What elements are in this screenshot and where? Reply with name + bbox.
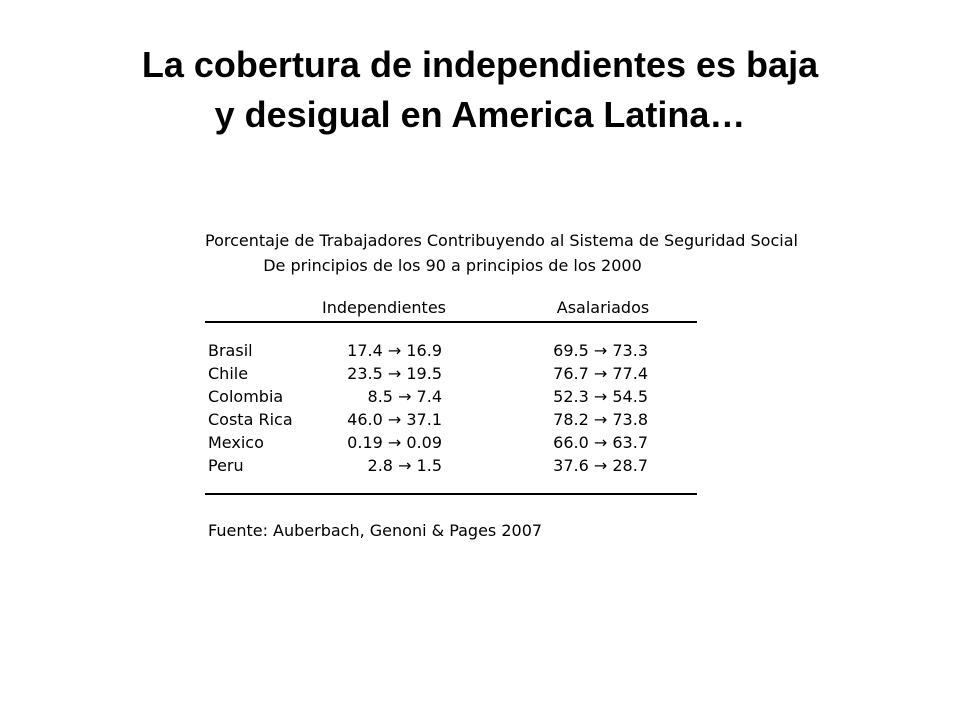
asalariados-cell: 69.5 → 73.3 (553, 341, 648, 360)
table-top-rule (205, 321, 697, 323)
independientes-cell: 2.8 → 1.5 (367, 456, 442, 475)
coverage-table (205, 228, 798, 540)
source-note: Fuente: Auberbach, Genoni & Pages 2007 (208, 521, 543, 540)
column-header-asalariados: Asalariados (556, 298, 650, 317)
asalariados-cell: 66.0 → 63.7 (553, 433, 648, 452)
independientes-cell: 8.5 → 7.4 (367, 387, 442, 406)
asalariados-cell: 52.3 → 54.5 (553, 387, 648, 406)
table-row (205, 364, 700, 387)
table-row (205, 341, 700, 364)
asalariados-cell: 76.7 → 77.4 (553, 364, 648, 383)
table-row (205, 456, 700, 479)
independientes-cell: 46.0 → 37.1 (347, 410, 442, 429)
independientes-cell: 0.19 → 0.09 (347, 433, 442, 452)
table-row (205, 387, 700, 410)
country-cell: Chile (208, 364, 249, 383)
slide-title (0, 40, 960, 140)
table-body (205, 341, 700, 479)
column-headers (205, 298, 700, 320)
slide-title-line-1: La cobertura de independientes es baja (141, 44, 819, 85)
independientes-cell: 17.4 → 16.9 (347, 341, 442, 360)
asalariados-cell: 78.2 → 73.8 (553, 410, 648, 429)
asalariados-cell: 37.6 → 28.7 (553, 456, 648, 475)
country-cell: Colombia (208, 387, 284, 406)
table-title-line-2: De principios de los 90 a principios de los 2000 (263, 256, 642, 275)
table-title-line-1: Porcentaje de Trabajadores Contribuyendo al Sistema de Seguridad Social (205, 231, 798, 250)
table-row (205, 410, 700, 433)
country-cell: Peru (208, 456, 244, 475)
country-cell: Brasil (208, 341, 253, 360)
country-cell: Costa Rica (208, 410, 293, 429)
independientes-cell: 23.5 → 19.5 (347, 364, 442, 383)
table-row (205, 433, 700, 456)
column-header-independientes: Independientes (321, 298, 447, 317)
country-cell: Mexico (208, 433, 264, 452)
table-bottom-rule (205, 493, 697, 495)
slide-title-line-2: y desigual en America Latina… (214, 94, 746, 135)
table-title (205, 228, 798, 278)
